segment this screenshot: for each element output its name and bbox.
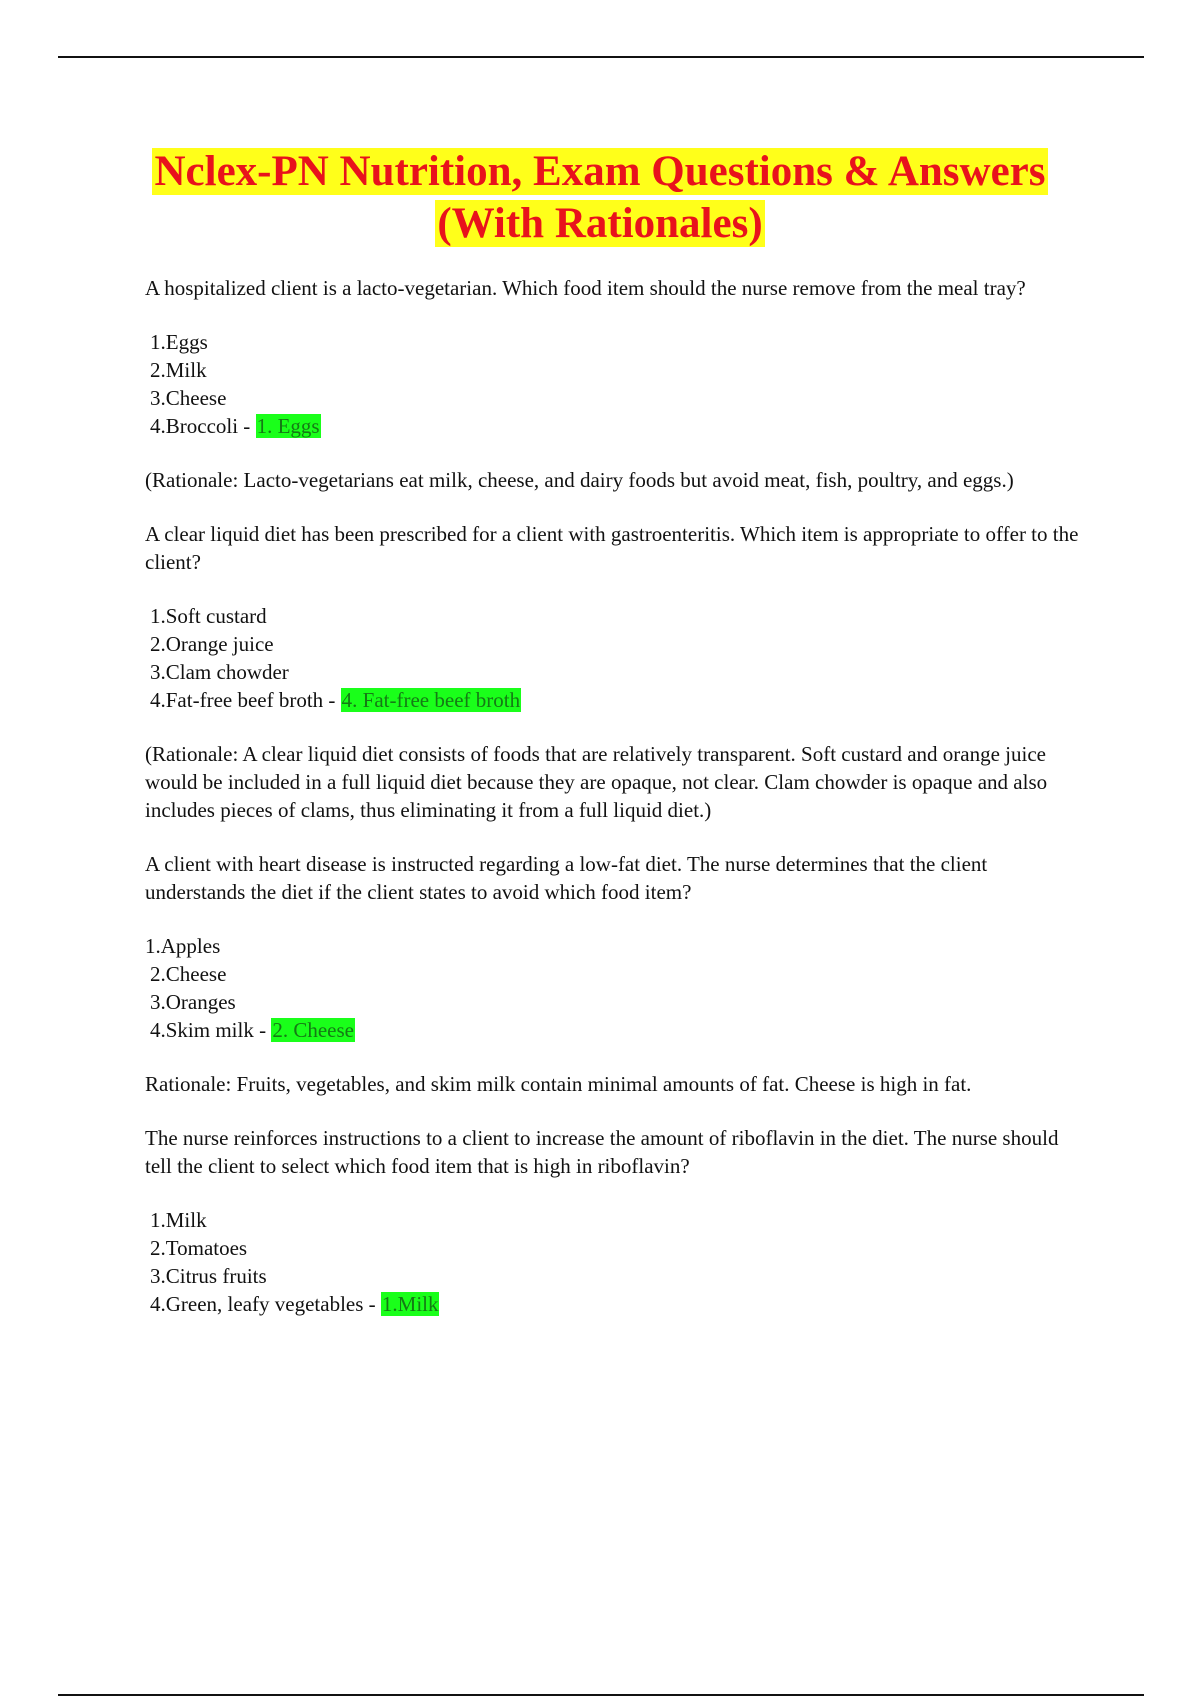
options-2 (145, 602, 1090, 714)
title-line-2: (With Rationales) (437, 200, 763, 247)
option: 4.Broccoli - (150, 414, 256, 438)
option: 2.Tomatoes (150, 1236, 248, 1260)
option: 2.Milk (150, 358, 207, 382)
option: 2.Cheese (150, 962, 227, 986)
option: 3.Clam chowder (150, 660, 289, 684)
option: 2.Orange juice (150, 632, 274, 656)
answer-highlight: 2. Cheese (272, 1018, 355, 1042)
option: 3.Oranges (150, 990, 236, 1014)
option: 3.Cheese (150, 386, 227, 410)
answer-highlight: 1.Milk (381, 1292, 439, 1316)
option: 4.Fat-free beef broth - (150, 688, 341, 712)
options-4 (145, 1206, 1090, 1318)
bottom-rule (58, 1694, 1144, 1696)
rationale-1: (Rationale: Lacto-vegetarians eat milk, cheese, and dairy foods but avoid meat, fish, poultry, and eggs.) (145, 468, 1014, 492)
option: 1.Apples (145, 934, 221, 958)
option-with-answer (145, 1290, 1090, 1318)
option: 4.Skim milk - (150, 1018, 272, 1042)
rationale-3: Rationale: Fruits, vegetables, and skim milk contain minimal amounts of fat. Cheese is high in fat. (145, 1072, 972, 1096)
option: 1.Soft custard (150, 604, 267, 628)
document-body (145, 274, 1090, 1344)
answer-highlight: 1. Eggs (256, 414, 320, 438)
question-1: A hospitalized client is a lacto-vegetarian. Which food item should the nurse remove from the meal tray? (145, 276, 1026, 300)
option: 1.Eggs (150, 330, 208, 354)
option-with-answer (145, 686, 1090, 714)
options-1 (145, 328, 1090, 440)
question-4: The nurse reinforces instructions to a client to increase the amount of riboflavin in the diet. The nurse should tell the client to select which food item that is high in riboflavin? (145, 1126, 1059, 1178)
options-3 (145, 932, 1090, 1044)
document-title (0, 146, 1200, 250)
option: 4.Green, leafy vegetables - (150, 1292, 381, 1316)
question-2: A clear liquid diet has been prescribed for a client with gastroenteritis. Which item is appropriate to offer to the client? (145, 522, 1079, 574)
option-with-answer (145, 1016, 1090, 1044)
top-rule (58, 56, 1144, 58)
option: 1.Milk (150, 1208, 207, 1232)
answer-highlight: 4. Fat-free beef broth (341, 688, 521, 712)
rationale-2: (Rationale: A clear liquid diet consists of foods that are relatively transparent. Soft custard and orange juice would be included in a full liquid diet because they are opaque, not clear. Clam chowder is opaque and also includes pieces of clams, thus eliminating it from a full liquid diet.) (145, 742, 1048, 822)
title-line-1: Nclex-PN Nutrition, Exam Questions & Answers (154, 148, 1046, 195)
option-with-answer (145, 412, 1090, 440)
option: 3.Citrus fruits (150, 1264, 267, 1288)
question-3: A client with heart disease is instructed regarding a low-fat diet. The nurse determines that the client understands the diet if the client states to avoid which food item? (145, 852, 988, 904)
